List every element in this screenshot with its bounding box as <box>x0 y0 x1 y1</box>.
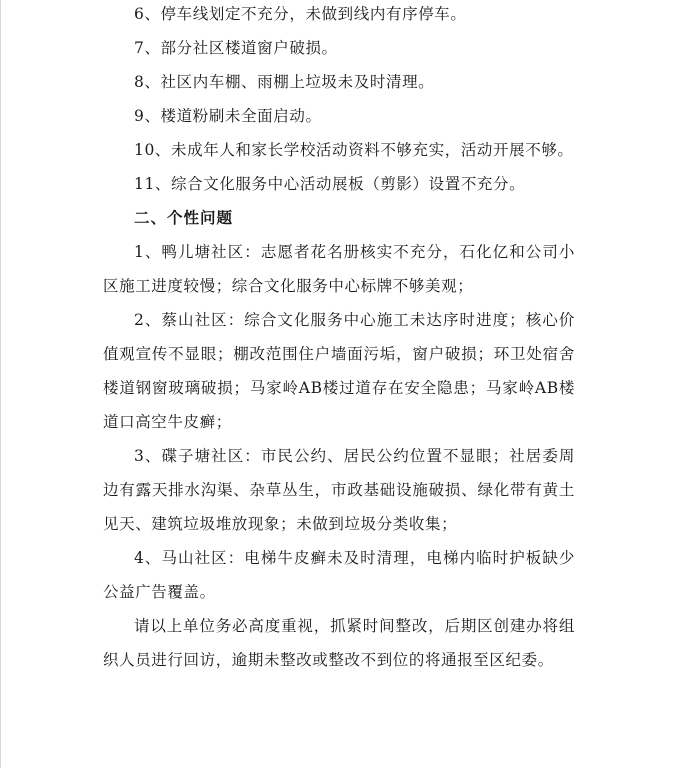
closing-paragraph: 请以上单位务必高度重视，抓紧时间整改，后期区创建办将组织人员进行回访，逾期未整改或整改不到位的将通报至区纪委。 <box>103 617 575 669</box>
document-body <box>103 0 575 677</box>
list-item: 7、部分社区楼道窗户破损。 <box>134 39 338 57</box>
list-item: 1、鸭儿塘社区：志愿者花名册核实不充分，石化亿和公司小区施工进度较慢；综合文化服务中心标牌不够美观； <box>103 243 575 295</box>
list-item: 11、综合文化服务中心活动展板（剪影）设置不充分。 <box>134 175 526 193</box>
list-item: 8、社区内车棚、雨棚上垃圾未及时清理。 <box>134 73 435 91</box>
section-heading: 二、个性问题 <box>134 208 234 227</box>
list-item: 6、停车线划定不充分，未做到线内有序停车。 <box>134 5 467 23</box>
list-item: 3、碟子塘社区：市民公约、居民公约位置不显眼；社居委周边有露天排水沟渠、杂草丛生，市政基础设施破损、绿化带有黄土见天、建筑垃圾堆放现象；未做到垃圾分类收集； <box>103 447 575 533</box>
list-item: 2、蔡山社区：综合文化服务中心施工未达序时进度；核心价值观宣传不显眼；棚改范围住户墙面污垢，窗户破损；环卫处宿舍楼道钢窗玻璃破损；马家岭AB楼过道存在安全隐患；马家岭AB楼道口高空牛皮癣； <box>103 311 575 431</box>
list-item: 4、马山社区：电梯牛皮癣未及时清理，电梯内临时护板缺少公益广告覆盖。 <box>103 549 575 601</box>
list-item: 9、楼道粉刷未全面启动。 <box>134 107 322 125</box>
list-item: 10、未成年人和家长学校活动资料不够充实，活动开展不够。 <box>134 141 574 159</box>
